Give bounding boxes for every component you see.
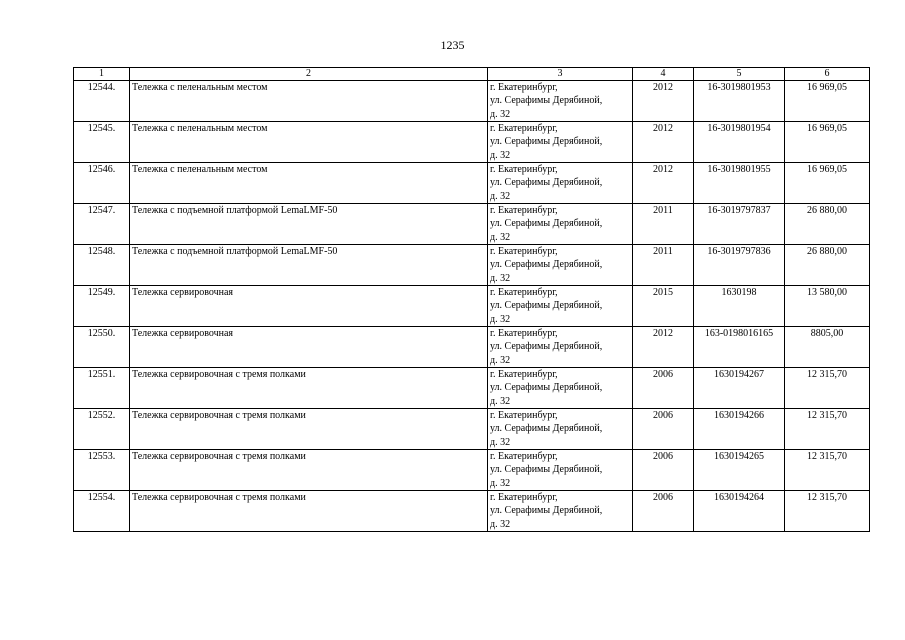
item-year: 2012 — [633, 327, 694, 368]
item-name: Тележка сервировочная с тремя полками — [130, 409, 488, 450]
address-street: ул. Серафимы Дерябиной, — [490, 95, 603, 107]
header-col-2: 2 — [130, 68, 488, 81]
address-street: ул. Серафимы Дерябиной, — [490, 300, 603, 312]
item-address — [488, 286, 633, 327]
address-house: д. 32 — [490, 231, 511, 243]
inventory-number: 16-3019801953 — [694, 81, 785, 122]
address-house: д. 32 — [490, 518, 511, 530]
header-col-4: 4 — [633, 68, 694, 81]
item-address — [488, 491, 633, 532]
address-city: г. Екатеринбург, — [490, 164, 558, 175]
address-house: д. 32 — [490, 149, 511, 161]
address-house: д. 32 — [490, 313, 511, 325]
address-house: д. 32 — [490, 477, 511, 489]
item-cost: 8805,00 — [785, 327, 870, 368]
address-city: г. Екатеринбург, — [490, 451, 558, 462]
row-number: 12554. — [74, 491, 130, 532]
item-name: Тележка с пеленальным местом — [130, 163, 488, 204]
inventory-number: 1630194265 — [694, 450, 785, 491]
item-name: Тележка сервировочная — [130, 286, 488, 327]
address-house: д. 32 — [490, 272, 511, 284]
item-year: 2006 — [633, 409, 694, 450]
item-cost: 12 315,70 — [785, 491, 870, 532]
table-header-row — [74, 68, 870, 81]
item-address — [488, 163, 633, 204]
inventory-number: 16-3019801954 — [694, 122, 785, 163]
item-year: 2006 — [633, 450, 694, 491]
inventory-number: 1630194266 — [694, 409, 785, 450]
item-address — [488, 245, 633, 286]
table-row — [74, 163, 870, 204]
address-street: ул. Серафимы Дерябиной, — [490, 341, 603, 353]
address-city: г. Екатеринбург, — [490, 369, 558, 380]
row-number: 12553. — [74, 450, 130, 491]
address-city: г. Екатеринбург, — [490, 492, 558, 503]
item-address — [488, 327, 633, 368]
page-number: 1235 — [440, 38, 465, 52]
address-house: д. 32 — [490, 395, 511, 407]
item-name: Тележка сервировочная с тремя полками — [130, 491, 488, 532]
item-address — [488, 81, 633, 122]
address-street: ул. Серафимы Дерябиной, — [490, 505, 603, 517]
item-name: Тележка с пеленальным местом — [130, 81, 488, 122]
item-year: 2011 — [633, 245, 694, 286]
table-row — [74, 81, 870, 122]
inventory-number: 16-3019801955 — [694, 163, 785, 204]
item-cost: 26 880,00 — [785, 204, 870, 245]
item-name: Тележка с подъемной платформой LemaLMF-50 — [130, 245, 488, 286]
address-house: д. 32 — [490, 354, 511, 366]
inventory-number: 16-3019797837 — [694, 204, 785, 245]
table-row — [74, 450, 870, 491]
item-name: Тележка сервировочная с тремя полками — [130, 368, 488, 409]
address-city: г. Екатеринбург, — [490, 82, 558, 93]
item-year: 2012 — [633, 163, 694, 204]
table-row — [74, 122, 870, 163]
item-cost: 13 580,00 — [785, 286, 870, 327]
table-row — [74, 245, 870, 286]
item-cost: 12 315,70 — [785, 368, 870, 409]
table-row — [74, 409, 870, 450]
header-col-5: 5 — [694, 68, 785, 81]
property-registry-table — [73, 67, 870, 532]
inventory-number: 1630194267 — [694, 368, 785, 409]
address-city: г. Екатеринбург, — [490, 328, 558, 339]
row-number: 12548. — [74, 245, 130, 286]
row-number: 12552. — [74, 409, 130, 450]
table-row — [74, 491, 870, 532]
item-cost: 16 969,05 — [785, 163, 870, 204]
item-address — [488, 409, 633, 450]
item-cost: 16 969,05 — [785, 122, 870, 163]
item-year: 2012 — [633, 81, 694, 122]
item-address — [488, 204, 633, 245]
address-house: д. 32 — [490, 108, 511, 120]
address-city: г. Екатеринбург, — [490, 287, 558, 298]
item-cost: 26 880,00 — [785, 245, 870, 286]
address-street: ул. Серафимы Дерябиной, — [490, 464, 603, 476]
table-row — [74, 327, 870, 368]
item-name: Тележка сервировочная — [130, 327, 488, 368]
address-house: д. 32 — [490, 190, 511, 202]
address-street: ул. Серафимы Дерябиной, — [490, 136, 603, 148]
inventory-number: 1630198 — [694, 286, 785, 327]
row-number: 12544. — [74, 81, 130, 122]
table-row — [74, 368, 870, 409]
inventory-number: 16-3019797836 — [694, 245, 785, 286]
row-number: 12547. — [74, 204, 130, 245]
address-street: ул. Серафимы Дерябиной, — [490, 218, 603, 230]
item-cost: 16 969,05 — [785, 81, 870, 122]
item-year: 2006 — [633, 491, 694, 532]
item-name: Тележка сервировочная с тремя полками — [130, 450, 488, 491]
item-name: Тележка с пеленальным местом — [130, 122, 488, 163]
address-street: ул. Серафимы Дерябиной, — [490, 259, 603, 271]
address-street: ул. Серафимы Дерябиной, — [490, 177, 603, 189]
item-year: 2012 — [633, 122, 694, 163]
address-street: ул. Серафимы Дерябиной, — [490, 382, 603, 394]
address-house: д. 32 — [490, 436, 511, 448]
row-number: 12550. — [74, 327, 130, 368]
address-city: г. Екатеринбург, — [490, 246, 558, 257]
inventory-number: 163-0198016165 — [694, 327, 785, 368]
item-year: 2006 — [633, 368, 694, 409]
row-number: 12551. — [74, 368, 130, 409]
row-number: 12546. — [74, 163, 130, 204]
address-city: г. Екатеринбург, — [490, 205, 558, 216]
item-address — [488, 122, 633, 163]
item-year: 2011 — [633, 204, 694, 245]
item-year: 2015 — [633, 286, 694, 327]
item-cost: 12 315,70 — [785, 409, 870, 450]
address-street: ул. Серафимы Дерябиной, — [490, 423, 603, 435]
header-col-3: 3 — [488, 68, 633, 81]
header-col-1: 1 — [74, 68, 130, 81]
item-address — [488, 450, 633, 491]
table-row — [74, 286, 870, 327]
item-cost: 12 315,70 — [785, 450, 870, 491]
header-col-6: 6 — [785, 68, 870, 81]
table-row — [74, 204, 870, 245]
item-address — [488, 368, 633, 409]
address-city: г. Екатеринбург, — [490, 123, 558, 134]
item-name: Тележка с подъемной платформой LemaLMF-50 — [130, 204, 488, 245]
row-number: 12549. — [74, 286, 130, 327]
address-city: г. Екатеринбург, — [490, 410, 558, 421]
inventory-number: 1630194264 — [694, 491, 785, 532]
row-number: 12545. — [74, 122, 130, 163]
